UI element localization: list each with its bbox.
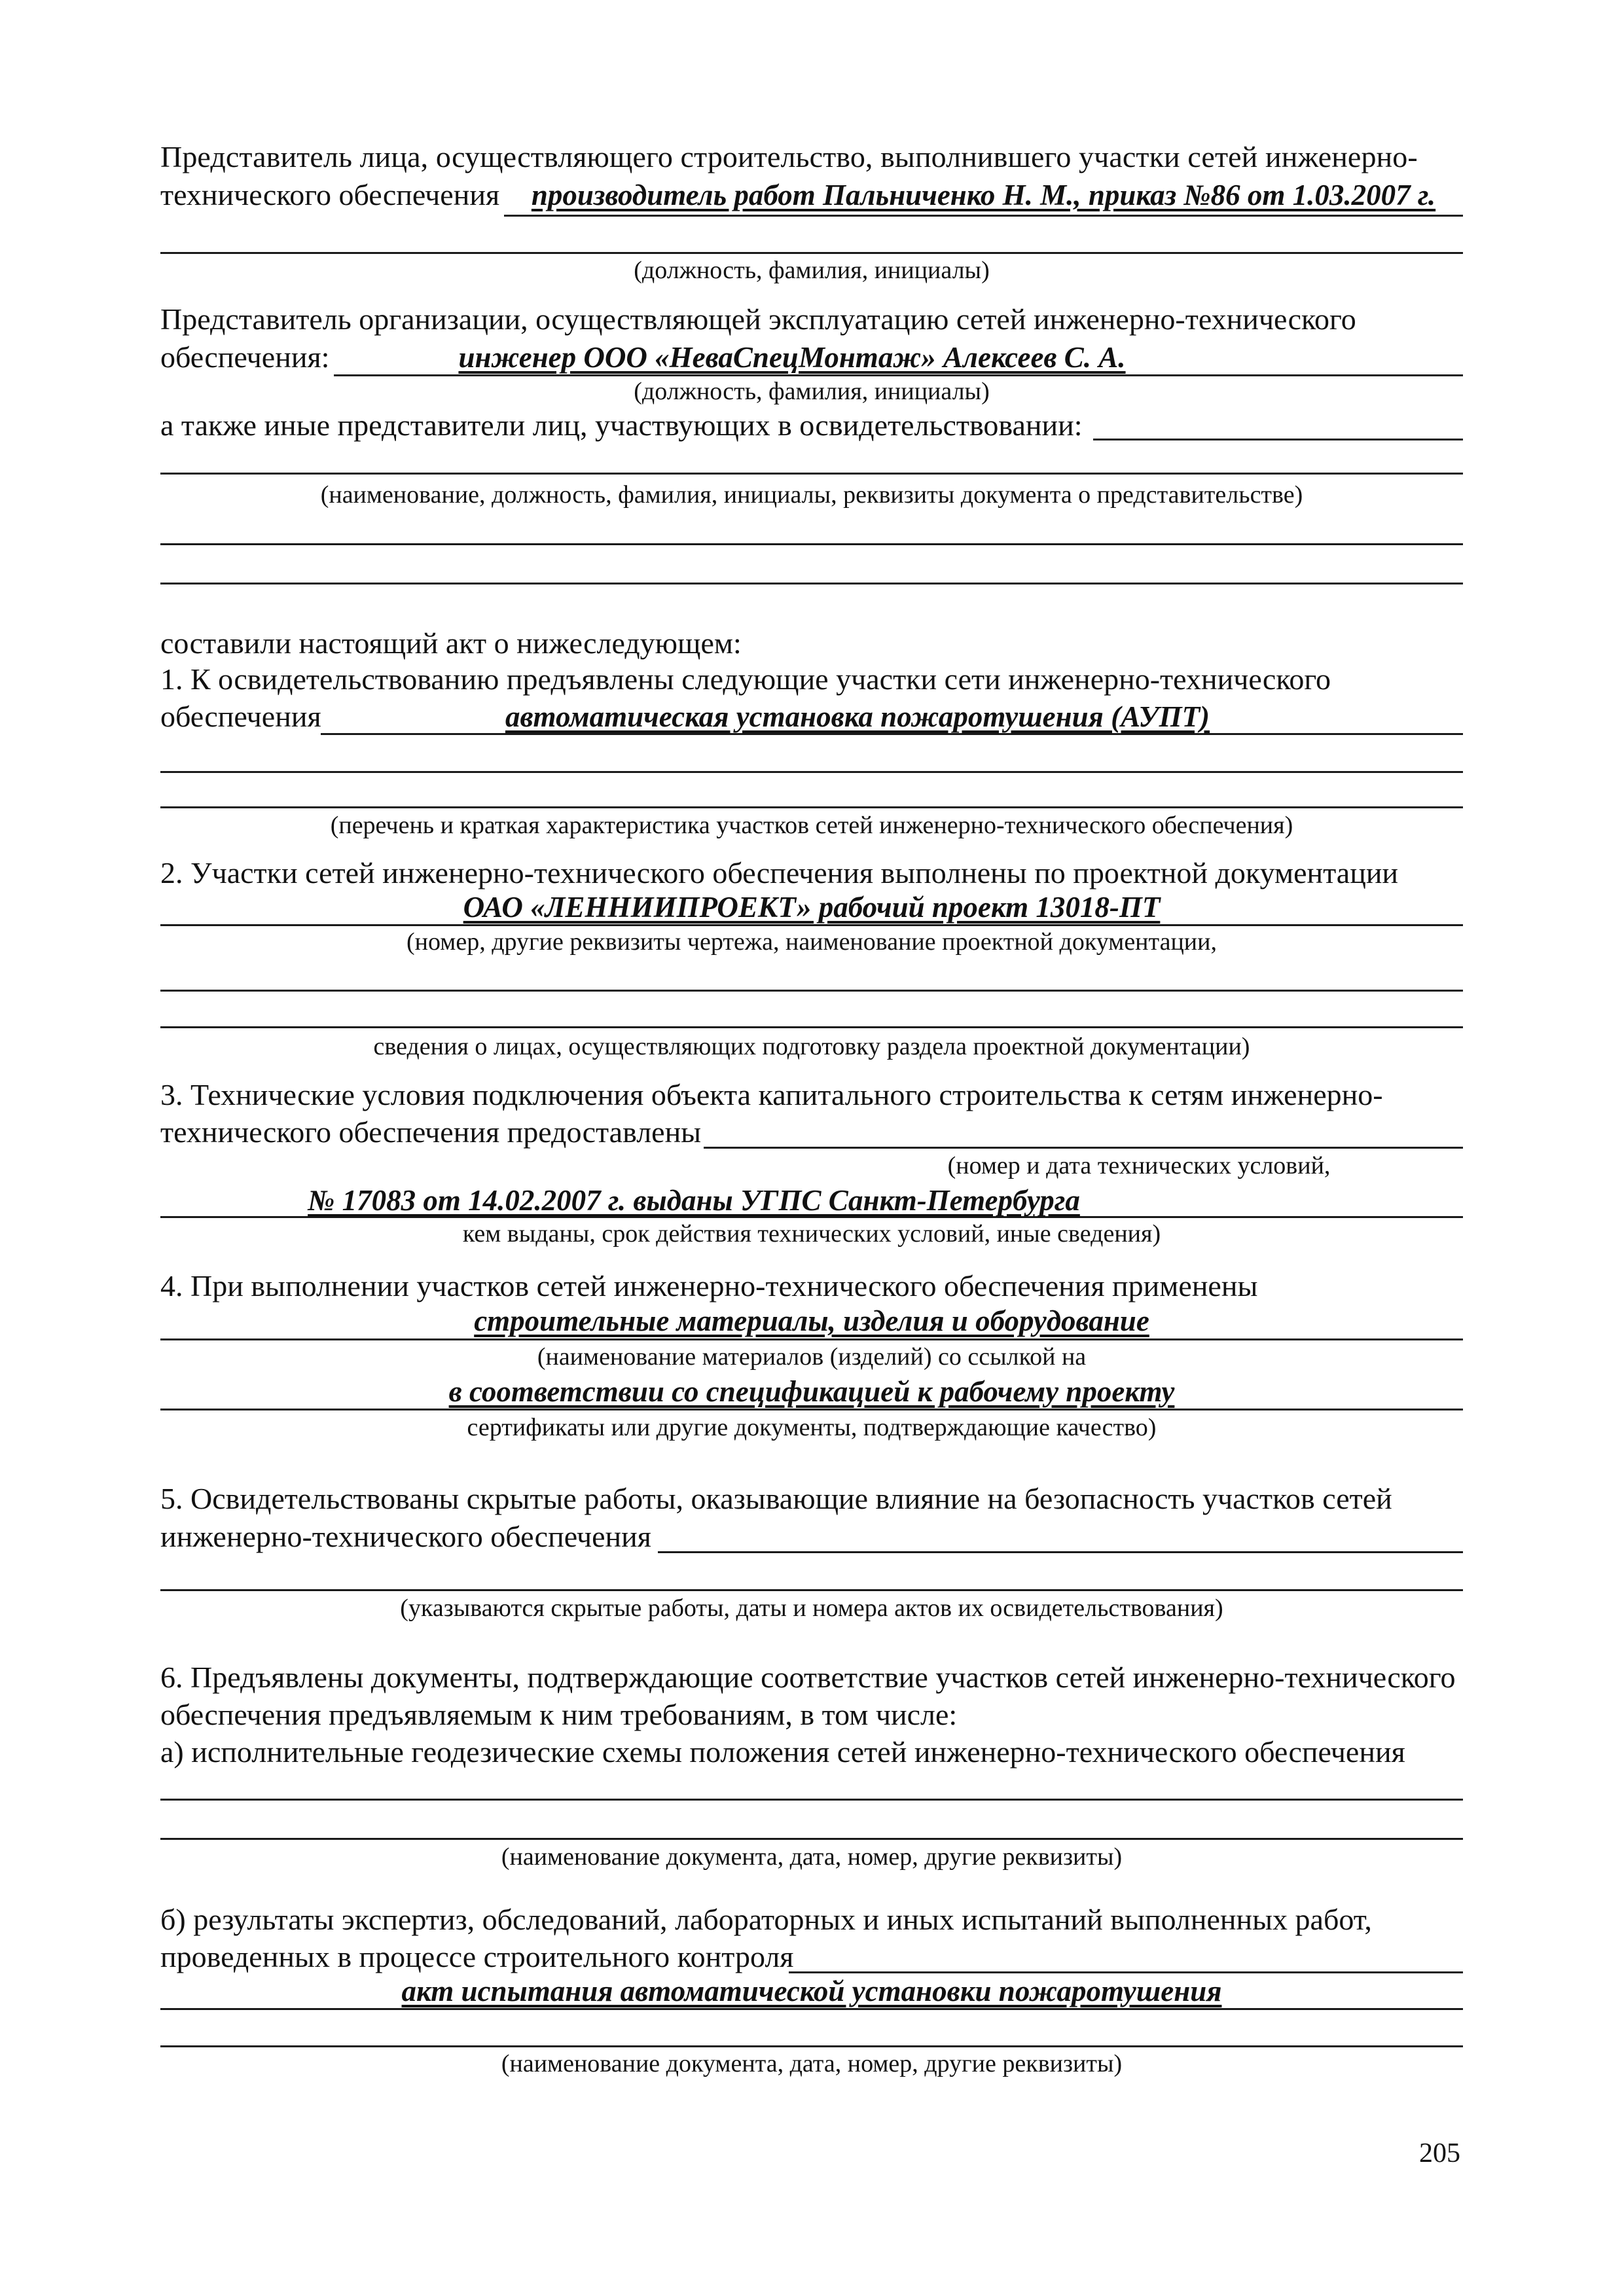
blank-line <box>160 1589 1463 1591</box>
item5-line1: 5. Освидетельствованы скрытые работы, оказывающие влияние на безопасность участков сетей <box>160 1482 1392 1515</box>
item4-line1: 4. При выполнении участков сетей инженерно-технического обеспечения применены <box>160 1269 1258 1302</box>
operator-rep-label: обеспечения: <box>160 340 330 374</box>
item1-value: автоматическая установка пожаротушения (АУПТ) <box>505 700 1210 733</box>
item6b-caption: (наименование документа, дата, номер, другие реквизиты) <box>501 2050 1123 2077</box>
blank-line <box>160 543 1463 545</box>
other-reps-line: а также иные представители лиц, участвующих в освидетельствовании: <box>160 408 1083 442</box>
contractor-rep-line1: Представитель лица, осуществляющего строительство, выполнившего участки сетей инженерно- <box>160 140 1418 173</box>
contractor-rep-label: технического обеспечения <box>160 178 500 211</box>
item2-caption2: сведения о лицах, осуществляющих подготовку раздела проектной документации) <box>373 1033 1250 1060</box>
item2-value: ОАО «ЛЕННИИПРОЕКТ» рабочий проект 13018-ПТ <box>463 891 1161 924</box>
item3-caption2: кем выданы, срок действия технических условий, иные сведения) <box>462 1220 1161 1248</box>
operator-rep-line1: Представитель организации, осуществляющей эксплуатацию сетей инженерно-технического <box>160 302 1356 336</box>
item6a-caption: (наименование документа, дата, номер, другие реквизиты) <box>501 1843 1123 1871</box>
blank-line <box>160 473 1463 475</box>
blank-line <box>160 2045 1463 2047</box>
contractor-rep-value: производитель работ Пальниченко Н. М., приказ №86 от 1.03.2007 г. <box>531 179 1436 211</box>
intro-text: составили настоящий акт о нижеследующем: <box>160 626 742 660</box>
item5-underline <box>658 1551 1463 1553</box>
item4-value1: строительные материалы, изделия и оборудование <box>474 1304 1149 1337</box>
blank-line <box>160 1838 1463 1840</box>
item2-caption1: (номер, другие реквизиты чертежа, наименование проектной документации, <box>406 928 1217 956</box>
item3-caption1: (номер и дата технических условий, <box>947 1152 1331 1179</box>
item4-caption2: сертификаты или другие документы, подтверждающие качество) <box>467 1414 1157 1441</box>
item6b-value: акт испытания автоматической установки пожаротушения <box>401 1975 1222 2007</box>
item4-value2: в соответствии со спецификацией к рабочему проекту <box>448 1375 1175 1408</box>
page-number: 205 <box>1419 2138 1460 2168</box>
blank-line <box>160 806 1463 808</box>
blank-line <box>160 252 1463 254</box>
blank-line <box>160 990 1463 992</box>
item6b-line1: б) результаты экспертиз, обследований, лабораторных и иных испытаний выполненных работ, <box>160 1903 1372 1936</box>
item3-underline <box>704 1147 1463 1149</box>
item3-value: № 17083 от 14.02.2007 г. выданы УГПС Санкт-Петербурга <box>308 1184 1080 1217</box>
item1-line1: 1. К освидетельствованию предъявлены следующие участки сети инженерно-технического <box>160 662 1331 696</box>
item6-line3: а) исполнительные геодезические схемы положения сетей инженерно-технического обеспечения <box>160 1735 1405 1769</box>
item4-caption1: (наименование материалов (изделий) со ссылкой на <box>537 1343 1087 1371</box>
blank-line <box>160 1799 1463 1801</box>
blank-line <box>160 1026 1463 1028</box>
item6b-label: проведенных в процессе строительного контроля <box>160 1940 794 1973</box>
blank-line <box>160 771 1463 773</box>
other-reps-caption: (наименование, должность, фамилия, инициалы, реквизиты документа о представительстве) <box>320 481 1303 509</box>
operator-rep-value: инженер ООО «НеваСпецМонтаж» Алексеев С. А. <box>458 341 1126 374</box>
item3-label: технического обеспечения предоставлены <box>160 1115 702 1149</box>
item1-caption: (перечень и краткая характеристика участков сетей инженерно-технического обеспечения) <box>330 812 1293 839</box>
contractor-rep-underline <box>504 215 1463 217</box>
item6-line2: обеспечения предъявляемым к ним требованиям, в том числе: <box>160 1698 958 1731</box>
contractor-rep-caption: (должность, фамилия, инициалы) <box>634 257 990 284</box>
item5-caption: (указываются скрытые работы, даты и номера актов их освидетельствования) <box>400 1594 1223 1622</box>
other-reps-underline <box>1093 439 1463 440</box>
item6-line1: 6. Предъявлены документы, подтверждающие соответствие участков сетей инженерно-технического <box>160 1661 1456 1694</box>
item3-line1: 3. Технические условия подключения объекта капитального строительства к сетям инженерно- <box>160 1078 1383 1111</box>
blank-line <box>160 583 1463 584</box>
operator-rep-caption: (должность, фамилия, инициалы) <box>634 378 990 405</box>
item5-label: инженерно-технического обеспечения <box>160 1520 651 1553</box>
item2-line1: 2. Участки сетей инженерно-технического обеспечения выполнены по проектной документации <box>160 856 1399 889</box>
item1-label: обеспечения <box>160 700 321 733</box>
